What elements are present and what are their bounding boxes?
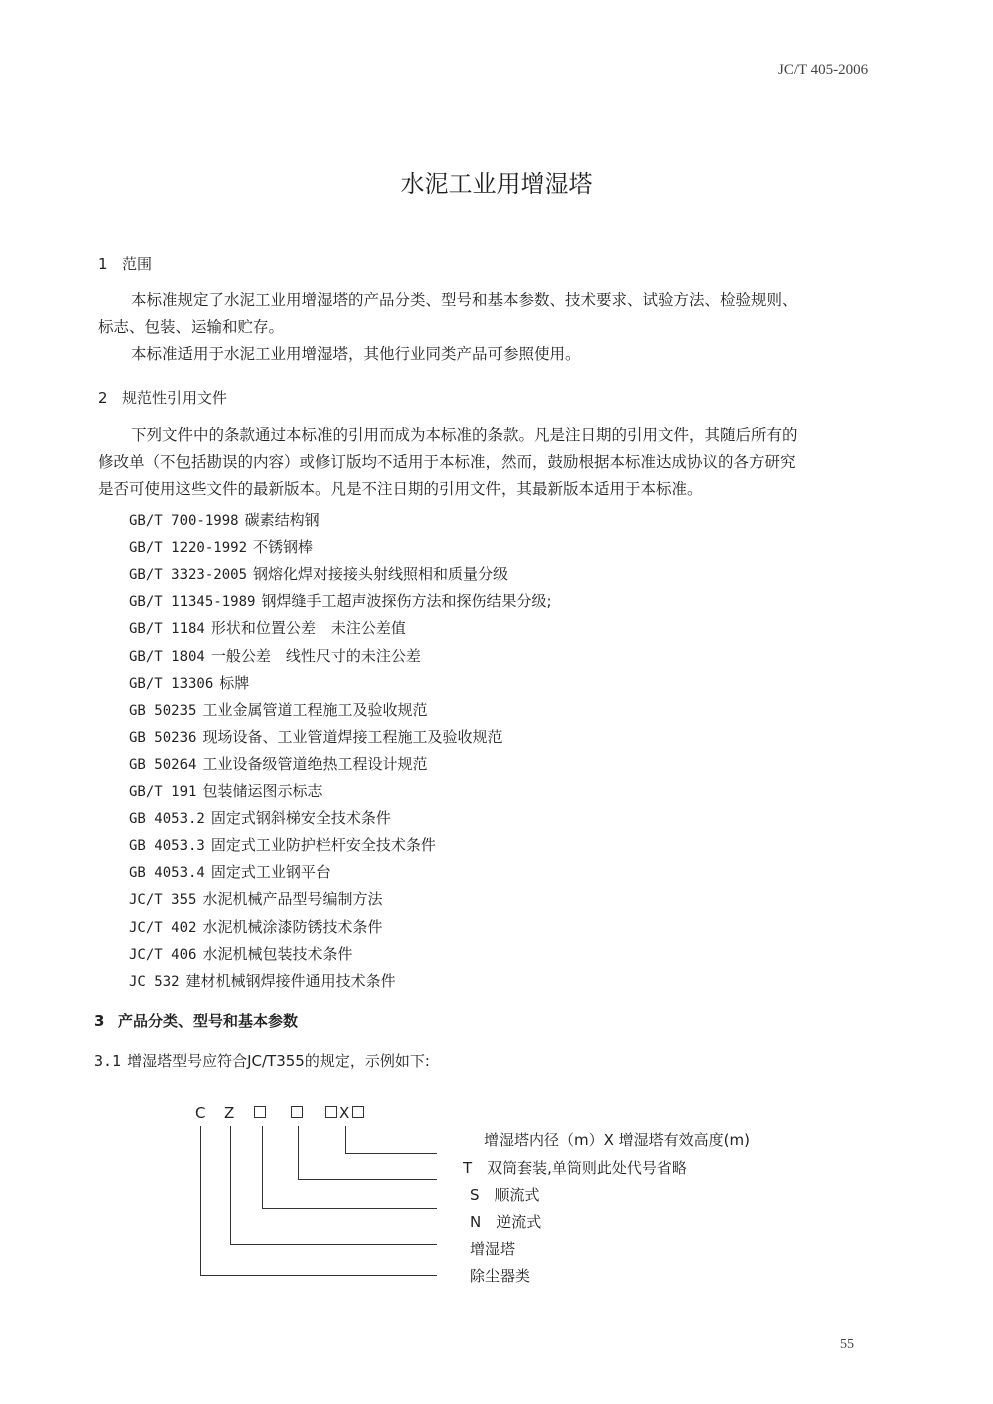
reference-code: GB 50264 (129, 756, 197, 773)
leader-line-4-horizontal (230, 1244, 437, 1245)
reference-code: GB 50235 (129, 702, 197, 719)
reference-code: GB/T 11345-1989 (129, 594, 256, 611)
code-letter-x: X (339, 1104, 350, 1122)
reference-item (129, 617, 406, 638)
leader-line-3-horizontal (262, 1208, 437, 1209)
paragraph-line: 标志、包装、运输和贮存。 (98, 318, 285, 336)
reference-item (129, 563, 508, 584)
section-1-paragraph-2 (131, 341, 581, 368)
standard-code: JC/T 405-2006 (778, 62, 869, 78)
reference-code: GB/T 3323-2005 (129, 567, 248, 584)
section-1-paragraph (131, 287, 798, 314)
reference-item (129, 834, 436, 855)
clause-number: 3.1 (94, 1052, 122, 1070)
section-2-intro-cont (98, 449, 796, 503)
section-2-intro (131, 422, 798, 449)
reference-item (129, 699, 427, 720)
reference-code: GB/T 1220-1992 (129, 540, 248, 557)
clause-text: 增湿塔型号应符合JC/T355的规定，示例如下: (127, 1052, 430, 1070)
section-number: 2 (98, 389, 108, 407)
reference-code: JC/T 402 (129, 919, 197, 936)
diagram-label-countercurrent: N 逆流式 (470, 1213, 542, 1231)
reference-code: GB/T 1184 (129, 621, 205, 638)
reference-item (129, 780, 322, 801)
page-number: 55 (840, 1337, 854, 1352)
section-3-heading (94, 1010, 298, 1031)
reference-item (129, 536, 313, 557)
section-1-paragraph-cont (98, 314, 284, 341)
reference-title: 固定式钢斜梯安全技术条件 (210, 809, 391, 828)
paragraph-line: 是否可使用这些文件的最新版本。凡是不注日期的引用文件，其最新版本适用于本标准。 (98, 480, 703, 498)
reference-title: 建材机械钢焊接件通用技术条件 (185, 971, 396, 990)
reference-title: 固定式工业防护栏杆安全技术条件 (210, 836, 436, 855)
leader-line-3-vertical (262, 1126, 263, 1209)
diagram-label-cocurrent: S 顺流式 (470, 1186, 540, 1204)
reference-code: GB 4053.3 (129, 838, 205, 855)
leader-line-5-vertical (200, 1126, 201, 1276)
reference-item (129, 753, 427, 774)
reference-item (129, 888, 382, 909)
reference-title: 钢熔化焊对接接头射线照相和质量分级 (253, 565, 509, 584)
placeholder-box-2 (291, 1106, 303, 1118)
diagram-label-dimensions: 增湿塔内径（m）X 增湿塔有效高度(m) (484, 1131, 750, 1149)
reference-code: GB/T 13306 (129, 675, 214, 692)
paragraph-line: 本标准适用于水泥工业用增湿塔，其他行业同类产品可参照使用。 (131, 345, 581, 363)
reference-title: 形状和位置公差 未注公差值 (210, 619, 406, 638)
reference-item (129, 645, 421, 666)
document-title: 水泥工业用增湿塔 (400, 170, 593, 198)
reference-code: GB 4053.2 (129, 811, 205, 828)
reference-item (129, 943, 352, 964)
section-1-heading (98, 253, 152, 274)
paragraph-line: 下列文件中的条款通过本标准的引用而成为本标准的条款。凡是注日期的引用文件，其随后所有的 (131, 426, 798, 444)
reference-title: 工业金属管道工程施工及验收规范 (202, 700, 428, 719)
diagram-label-double-tube: T 双筒套装,单筒则此处代号省略 (463, 1159, 687, 1177)
reference-item (129, 807, 391, 828)
section-number: 3 (94, 1012, 105, 1030)
reference-title: 现场设备、工业管道焊接工程施工及验收规范 (202, 727, 503, 746)
reference-code: GB 50236 (129, 729, 197, 746)
reference-item (129, 672, 249, 693)
clause-3-1 (94, 1050, 430, 1071)
section-2-heading (98, 387, 227, 408)
code-letter-z: Z (224, 1104, 235, 1122)
leader-line-5-horizontal (200, 1275, 437, 1276)
placeholder-box-1 (254, 1106, 266, 1118)
reference-item (129, 916, 382, 937)
reference-item (129, 970, 396, 991)
reference-title: 标牌 (219, 673, 250, 692)
section-number: 1 (98, 255, 108, 273)
reference-code: JC/T 355 (129, 892, 197, 909)
section-title: 规范性引用文件 (122, 389, 228, 407)
code-letter-c: C (195, 1104, 206, 1122)
reference-title: 工业设备级管道绝热工程设计规范 (202, 754, 428, 773)
reference-item (129, 590, 552, 611)
reference-code: GB/T 700-1998 (129, 513, 239, 529)
reference-code: JC/T 406 (129, 946, 197, 963)
reference-title: 固定式工业钢平台 (210, 863, 331, 882)
reference-code: GB/T 1804 (129, 648, 205, 665)
reference-item (129, 509, 320, 530)
paragraph-line: 本标准规定了水泥工业用增湿塔的产品分类、型号和基本参数、技术要求、试验方法、检验规则、 (131, 291, 798, 309)
reference-title: 不锈钢棒 (253, 538, 314, 557)
leader-line-2-vertical (298, 1126, 299, 1180)
leader-line-1-vertical (345, 1126, 346, 1154)
placeholder-box-3 (325, 1106, 337, 1118)
reference-title: 一般公差 线性尺寸的未注公差 (210, 646, 421, 665)
paragraph-line: 修改单（不包括勘误的内容）或修订版均不适用于本标准，然而，鼓励根据本标准达成协议的各方研究 (98, 453, 796, 471)
reference-title: 包装储运图示标志 (202, 782, 323, 800)
placeholder-box-4 (352, 1106, 364, 1118)
leader-line-1-horizontal (345, 1153, 437, 1154)
reference-title: 水泥机械涂漆防锈技术条件 (202, 917, 383, 936)
reference-title: 钢焊缝手工超声波探伤方法和探伤结果分级; (261, 592, 552, 611)
reference-item (129, 861, 331, 882)
reference-code: GB 4053.4 (129, 865, 205, 882)
reference-item (129, 726, 502, 747)
reference-title: 碳素结构钢 (244, 511, 320, 529)
section-title: 产品分类、型号和基本参数 (118, 1012, 299, 1030)
reference-title: 水泥机械产品型号编制方法 (202, 890, 383, 909)
leader-line-4-vertical (230, 1126, 231, 1245)
reference-code: JC 532 (129, 973, 180, 990)
leader-line-2-horizontal (298, 1179, 437, 1180)
diagram-label-dust-collector: 除尘器类 (470, 1267, 531, 1285)
reference-title: 水泥机械包装技术条件 (202, 944, 353, 963)
section-title: 范围 (122, 255, 153, 273)
diagram-label-humidifier: 增湿塔 (470, 1240, 516, 1258)
reference-code: GB/T 191 (129, 784, 197, 800)
